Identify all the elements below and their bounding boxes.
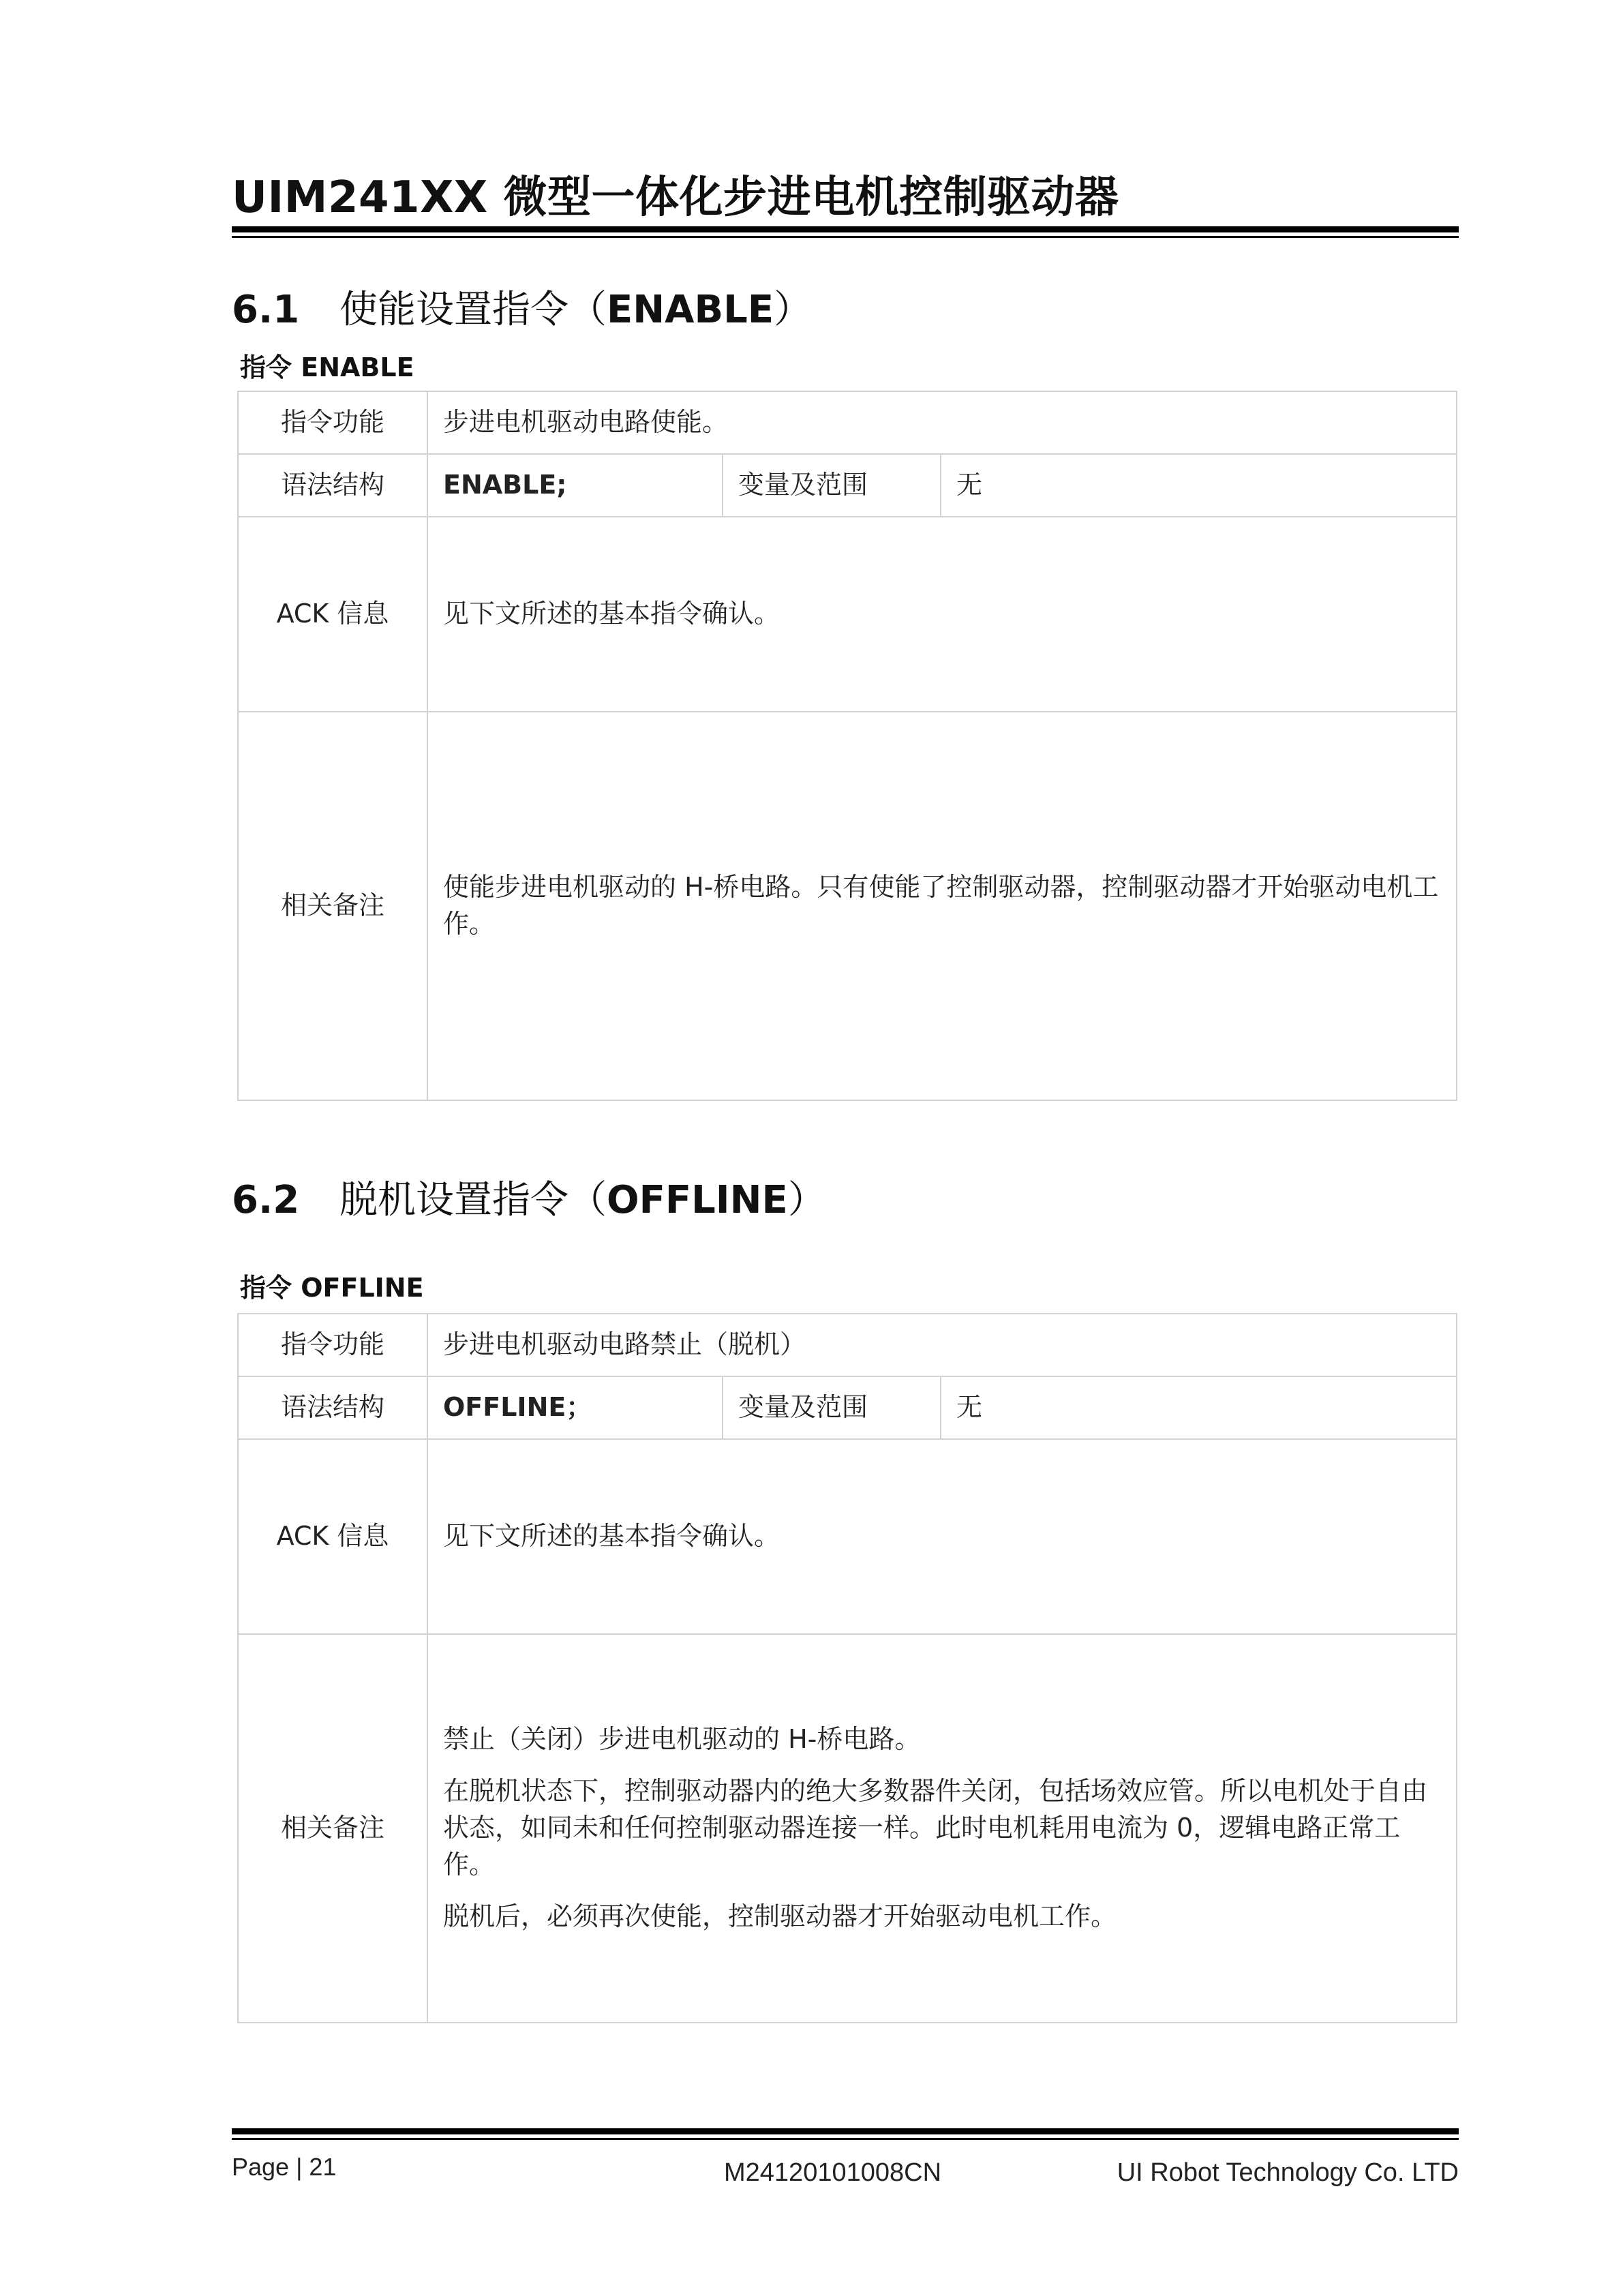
- footer-rule-thick: [232, 2128, 1459, 2134]
- table-row: [238, 712, 1457, 1100]
- table-row: [238, 1439, 1457, 1634]
- notes-label: 相关备注: [238, 712, 427, 1100]
- note-paragraph: 使能步进电机驱动的 H-桥电路。只有使能了控制驱动器，控制驱动器才开始驱动电机工作。: [443, 872, 1439, 939]
- header-rule-thin: [232, 236, 1459, 238]
- range-value: 无: [941, 454, 1457, 517]
- footer-doc-code: M24120101008CN: [724, 2158, 942, 2187]
- notes-label: 相关备注: [238, 1634, 427, 2023]
- function-value: 步进电机驱动电路禁止（脱机）: [427, 1314, 1457, 1376]
- table-row: [238, 454, 1457, 517]
- function-label: 指令功能: [238, 391, 427, 454]
- range-value: 无: [941, 1376, 1457, 1439]
- offline-command-table: [237, 1313, 1457, 2023]
- function-value: 步进电机驱动电路使能。: [427, 391, 1457, 454]
- section-heading-offline: [232, 1170, 826, 1224]
- range-label: 变量及范围: [723, 1376, 941, 1439]
- ack-label: ACK 信息: [238, 517, 427, 712]
- notes-value: [427, 1634, 1457, 2023]
- notes-value: [427, 712, 1457, 1100]
- table-caption-enable: 指令 ENABLE: [240, 352, 414, 382]
- syntax-value: OFFLINE；: [427, 1376, 723, 1439]
- enable-command-table: [237, 391, 1457, 1101]
- section-number: 6.1: [232, 288, 300, 332]
- note-paragraph: 脱机后，必须再次使能，控制驱动器才开始驱动电机工作。: [443, 1901, 1117, 1931]
- header-rule-thick: [232, 226, 1459, 232]
- footer-page-number: Page | 21: [232, 2153, 337, 2181]
- syntax-label: 语法结构: [238, 1376, 427, 1439]
- section-title: 脱机设置指令（OFFLINE）: [339, 1178, 826, 1222]
- table-caption-offline: 指令 OFFLINE: [240, 1273, 424, 1303]
- function-label: 指令功能: [238, 1314, 427, 1376]
- note-paragraph: 禁止（关闭）步进电机驱动的 H-桥电路。: [443, 1724, 921, 1755]
- table-row: [238, 1376, 1457, 1439]
- syntax-label: 语法结构: [238, 454, 427, 517]
- footer-company: UI Robot Technology Co. LTD: [1117, 2158, 1459, 2187]
- table-row: [238, 517, 1457, 712]
- section-number: 6.2: [232, 1178, 300, 1222]
- table-row: [238, 391, 1457, 454]
- ack-value: 见下文所述的基本指令确认。: [427, 517, 1457, 712]
- range-label: 变量及范围: [723, 454, 941, 517]
- ack-label: ACK 信息: [238, 1439, 427, 1634]
- ack-value: 见下文所述的基本指令确认。: [427, 1439, 1457, 1634]
- footer-rule-thin: [232, 2138, 1459, 2140]
- table-row: [238, 1634, 1457, 2023]
- section-title: 使能设置指令（ENABLE）: [339, 288, 813, 332]
- page-title: UIM241XX 微型一体化步进电机控制驱动器: [232, 172, 1119, 223]
- note-paragraph: 在脱机状态下，控制驱动器内的绝大多数器件关闭，包括场效应管。所以电机处于自由状态，如同未和任何控制驱动器连接一样。此时电机耗用电流为 0，逻辑电路正常工作。: [443, 1776, 1428, 1879]
- table-row: [238, 1314, 1457, 1376]
- section-heading-enable: [232, 280, 812, 334]
- syntax-value: ENABLE;: [427, 454, 723, 517]
